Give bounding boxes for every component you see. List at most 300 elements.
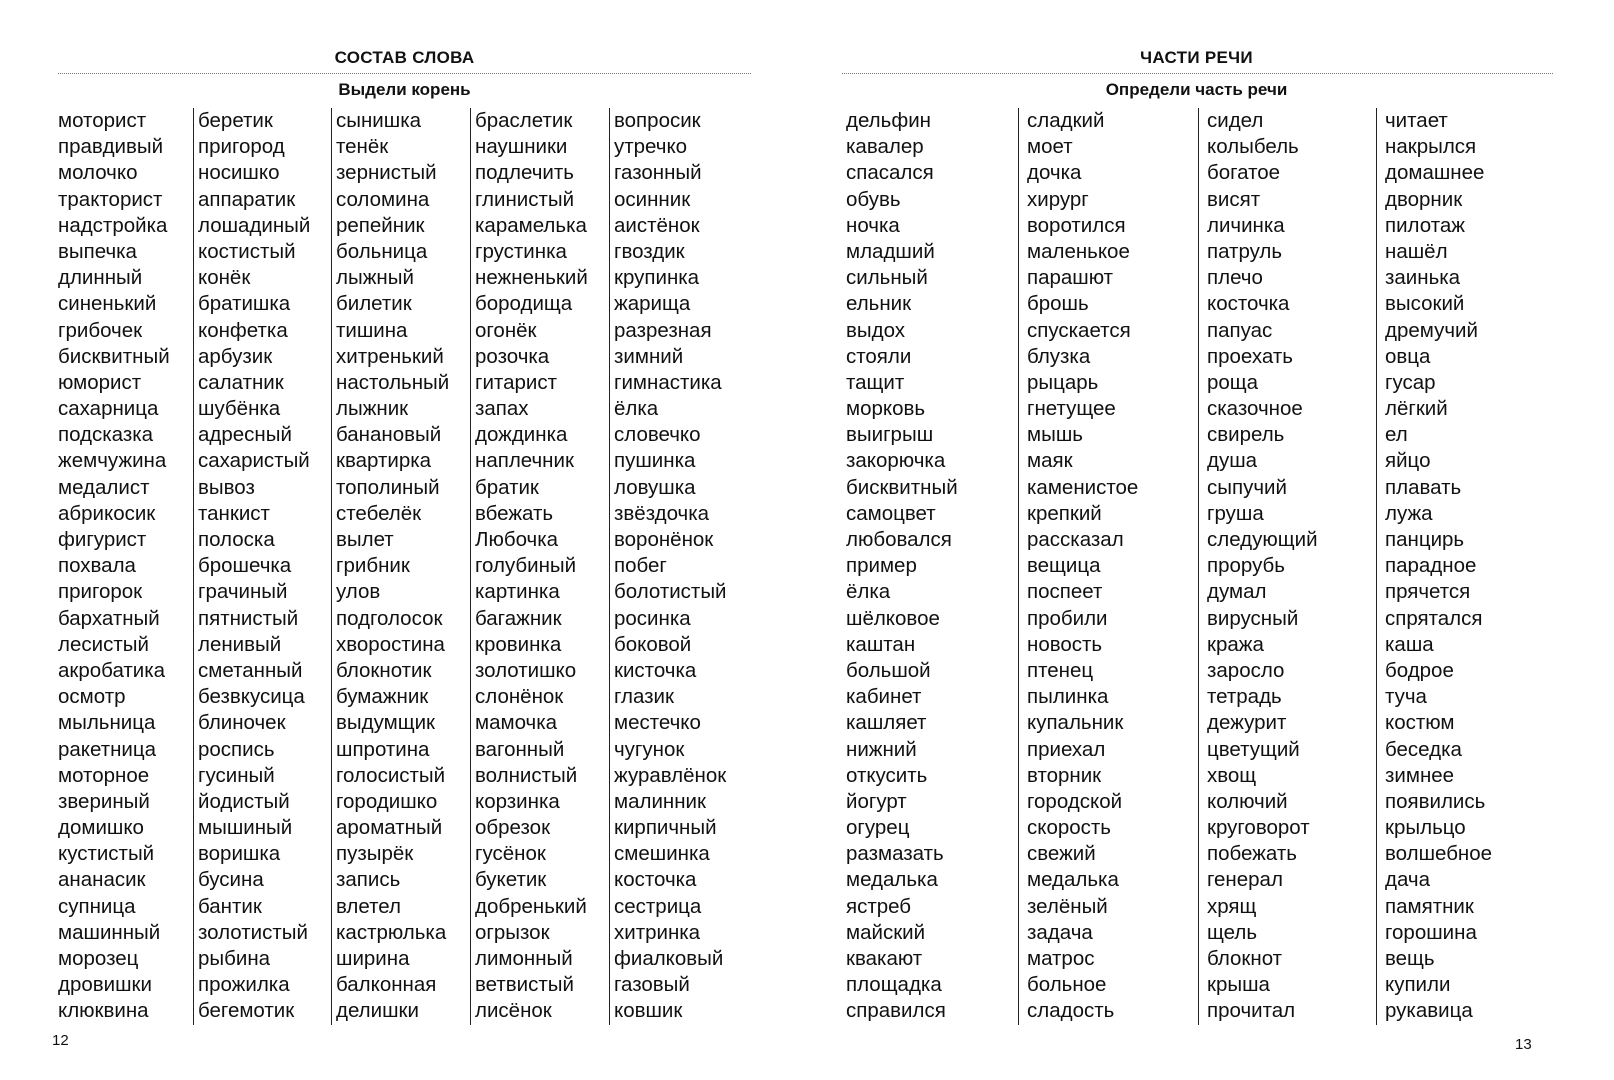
word-item: зимний <box>614 344 684 368</box>
word-item: квакают <box>846 947 923 970</box>
word-item: местечко <box>614 711 701 735</box>
word-item: лёгкий <box>1385 397 1448 421</box>
word-item: добренький <box>475 894 587 918</box>
word-item: блиночек <box>198 711 286 735</box>
word-item: хрящ <box>1207 894 1257 918</box>
word-item: глазик <box>614 685 674 709</box>
word-item: хворостина <box>336 632 445 656</box>
word-item: полоска <box>198 528 275 551</box>
word-item: ракетница <box>58 737 157 761</box>
word-item: крепкий <box>1027 501 1102 525</box>
word-item: арбузик <box>198 344 273 368</box>
word-item: носишко <box>198 161 280 185</box>
word-item: беседка <box>1385 737 1462 761</box>
word-item: наушники <box>475 135 568 159</box>
word-item: задача <box>1027 920 1093 944</box>
page-subtitle: Выдели корень <box>338 80 471 99</box>
word-item: больное <box>1027 973 1107 997</box>
page-number: 12 <box>52 1032 69 1049</box>
word-item: вещица <box>1027 554 1101 578</box>
word-item: фигурист <box>58 528 147 551</box>
word-item: туча <box>1385 685 1427 709</box>
word-item: надстройка <box>58 213 168 237</box>
word-item: голубиный <box>475 554 577 578</box>
word-item: сильный <box>846 266 928 290</box>
word-item: йодистый <box>198 789 290 813</box>
word-item: следующий <box>1207 528 1318 551</box>
right-page <box>810 0 1614 1080</box>
word-item: воронёнок <box>614 528 714 551</box>
word-item: гнетущее <box>1027 397 1116 421</box>
word-item: розочка <box>475 344 550 368</box>
word-item: фиалковый <box>614 947 724 970</box>
word-item: кабинет <box>846 685 922 709</box>
word-item: соломина <box>336 187 430 211</box>
word-item: безвкусица <box>198 685 305 709</box>
page-subtitle: Определи часть речи <box>1105 80 1288 99</box>
word-item: блокнотик <box>336 658 432 682</box>
word-item: вагонный <box>475 737 565 761</box>
word-item: вторник <box>1027 763 1102 787</box>
word-item: цветущий <box>1207 737 1300 761</box>
word-item: майский <box>846 920 926 944</box>
word-item: супница <box>58 894 136 918</box>
word-item: колючий <box>1207 789 1288 813</box>
word-item: братишка <box>198 292 291 316</box>
word-item: бусина <box>198 868 264 892</box>
word-item: клюквина <box>58 999 149 1023</box>
word-item: газонный <box>614 161 702 185</box>
word-item: большой <box>846 658 931 682</box>
word-item: купальник <box>1027 711 1124 735</box>
word-item: дремучий <box>1385 318 1478 342</box>
divider <box>842 73 1553 74</box>
word-item: побег <box>614 554 667 578</box>
word-item: грибник <box>336 554 410 578</box>
word-item: пригорок <box>58 580 143 604</box>
page-title: СОСТАВ СЛОВА <box>334 48 475 67</box>
word-item: юморист <box>58 370 142 394</box>
word-item: аистёнок <box>614 213 700 237</box>
word-item: личинка <box>1207 213 1285 237</box>
left-page <box>0 0 800 1080</box>
word-item: дождинка <box>475 423 568 447</box>
word-item: чугунок <box>614 737 685 761</box>
word-item: вирусный <box>1207 606 1299 630</box>
word-item: домишко <box>58 816 144 840</box>
word-item: брошечка <box>198 554 292 578</box>
word-item: сладость <box>1027 999 1115 1023</box>
word-item: блокнот <box>1207 947 1283 970</box>
word-item: кирпичный <box>614 816 717 840</box>
word-item: бегемотик <box>198 999 295 1023</box>
word-item: заинька <box>1385 266 1461 290</box>
word-item: прожилка <box>198 973 290 997</box>
word-item: дочка <box>1027 161 1082 185</box>
word-item: щель <box>1207 920 1257 944</box>
word-item: пушинка <box>614 449 696 473</box>
word-item: машинный <box>58 920 161 944</box>
word-item: маяк <box>1027 449 1073 473</box>
word-column <box>58 108 190 1025</box>
word-item: волшебное <box>1385 842 1493 866</box>
word-item: спасался <box>846 161 934 185</box>
word-item: зелёный <box>1027 894 1108 918</box>
word-item: накрылся <box>1385 135 1477 159</box>
word-item: лимонный <box>475 947 573 970</box>
word-item: пятнистый <box>198 606 299 630</box>
word-item: младший <box>846 239 935 263</box>
word-item: купили <box>1385 973 1451 997</box>
word-column <box>609 108 746 1025</box>
word-item: ковшик <box>614 999 683 1023</box>
word-item: прорубь <box>1207 554 1285 578</box>
word-item: хвощ <box>1207 763 1257 787</box>
word-item: воротился <box>1027 213 1126 237</box>
word-item: сладкий <box>1027 109 1105 132</box>
word-item: кавалер <box>846 135 924 159</box>
word-item: букетик <box>475 868 547 892</box>
word-item: пример <box>846 554 917 578</box>
word-item: мыльница <box>58 711 156 735</box>
word-item: разрезная <box>614 318 712 342</box>
word-item: каштан <box>846 632 916 656</box>
word-item: вывоз <box>198 475 255 499</box>
word-item: ёлка <box>614 397 659 421</box>
word-item: гусиный <box>198 763 275 787</box>
word-item: папуас <box>1207 318 1273 342</box>
word-item: тенёк <box>336 135 389 159</box>
word-item: медалист <box>58 475 150 499</box>
word-item: ел <box>1385 423 1408 447</box>
word-item: прочитал <box>1207 999 1296 1023</box>
word-item: откусить <box>846 763 928 787</box>
word-item: сметанный <box>198 658 303 682</box>
word-item: выигрыш <box>846 423 934 447</box>
word-item: яйцо <box>1385 449 1431 473</box>
word-item: сказочное <box>1207 397 1303 421</box>
word-item: прячется <box>1385 580 1471 604</box>
word-item: ветвистый <box>475 973 574 997</box>
word-item: танкист <box>198 501 270 525</box>
word-item: блузка <box>1027 344 1091 368</box>
word-item: гитарист <box>475 370 557 394</box>
word-item: сынишка <box>336 109 422 132</box>
word-item: горошина <box>1385 920 1477 944</box>
word-item: болотистый <box>614 580 727 604</box>
word-item: хитренький <box>336 344 444 368</box>
word-item: овца <box>1385 344 1431 368</box>
word-item: рассказал <box>1027 528 1124 551</box>
word-item: осмотр <box>58 685 126 709</box>
word-item: волнистый <box>475 763 578 787</box>
word-item: памятник <box>1385 894 1474 918</box>
word-item: парашют <box>1027 266 1114 290</box>
word-item: гусар <box>1385 370 1436 394</box>
word-item: патруль <box>1207 239 1283 263</box>
word-item: огрызок <box>475 920 550 944</box>
word-item: подголосок <box>336 606 443 630</box>
word-item: ширина <box>336 947 410 970</box>
word-column <box>193 108 330 1025</box>
word-item: Любочка <box>475 528 559 551</box>
word-item: квартирка <box>336 449 432 473</box>
word-item: салатник <box>198 370 284 394</box>
word-item: бантик <box>198 894 262 918</box>
word-item: роща <box>1207 370 1259 394</box>
word-item: пробили <box>1027 606 1108 630</box>
word-item: лужа <box>1385 501 1433 525</box>
word-item: спускается <box>1027 318 1131 342</box>
word-item: закорючка <box>846 449 946 473</box>
word-item: кустистый <box>58 842 155 866</box>
word-item: читает <box>1385 109 1448 132</box>
word-item: гимнастика <box>614 370 722 394</box>
word-item: роспись <box>198 737 275 761</box>
word-item: справился <box>846 999 946 1023</box>
word-item: скорость <box>1027 816 1111 840</box>
word-item: йогурт <box>846 789 907 813</box>
word-item: хирург <box>1027 187 1089 211</box>
word-item: влетел <box>336 894 401 918</box>
word-item: зернистый <box>336 161 437 185</box>
word-item: ночка <box>846 213 900 237</box>
word-item: кисточка <box>614 658 697 682</box>
word-item: обувь <box>846 187 901 211</box>
word-item: сахаристый <box>198 449 310 473</box>
word-item: крыша <box>1207 973 1270 997</box>
word-item: смешинка <box>614 842 710 866</box>
word-item: акробатика <box>58 658 166 682</box>
word-item: морозец <box>58 947 139 970</box>
word-item: медалька <box>846 868 938 892</box>
word-item: грибочек <box>58 318 143 342</box>
word-item: бодрое <box>1385 658 1454 682</box>
word-item: беретик <box>198 109 273 132</box>
word-item: шубёнка <box>198 397 281 421</box>
word-item: мышиный <box>198 816 293 840</box>
word-item: побежать <box>1207 842 1297 866</box>
word-column <box>1198 108 1377 1025</box>
word-item: морковь <box>846 397 926 421</box>
word-item: стебелёк <box>336 501 422 525</box>
word-item: моет <box>1027 135 1073 159</box>
word-item: свежий <box>1027 842 1096 866</box>
word-item: голосистый <box>336 763 446 787</box>
word-item: ёлка <box>846 580 891 604</box>
word-item: дежурит <box>1207 711 1287 735</box>
word-item: костюм <box>1385 711 1455 735</box>
word-item: круговорот <box>1207 816 1310 840</box>
page-title: ЧАСТИ РЕЧИ <box>1140 48 1253 67</box>
word-item: лесистый <box>58 632 149 656</box>
word-item: тракторист <box>58 187 163 211</box>
word-item: похвала <box>58 554 136 578</box>
word-item: больница <box>336 239 428 263</box>
word-item: рыцарь <box>1027 370 1099 394</box>
word-item: вопросик <box>614 109 701 132</box>
word-item: самоцвет <box>846 501 936 525</box>
word-item: запах <box>475 397 529 421</box>
word-item: городской <box>1027 789 1123 813</box>
word-item: звериный <box>58 789 150 813</box>
word-item: косточка <box>1207 292 1290 316</box>
word-column <box>846 108 1016 1025</box>
word-item: парадное <box>1385 554 1477 578</box>
word-item: багажник <box>475 606 562 630</box>
word-item: свирель <box>1207 423 1285 447</box>
word-item: нашёл <box>1385 239 1448 263</box>
word-item: бородища <box>475 292 573 316</box>
word-item: крыльцо <box>1385 816 1466 840</box>
word-item: запись <box>336 868 401 892</box>
word-item: медалька <box>1027 868 1119 892</box>
word-item: гвоздик <box>614 239 685 263</box>
word-item: ленивый <box>198 632 282 656</box>
word-item: шёлковое <box>846 606 940 630</box>
word-item: городишко <box>336 789 438 813</box>
word-item: моторист <box>58 109 147 132</box>
word-item: синенький <box>58 292 157 316</box>
word-item: кашляет <box>846 711 927 735</box>
word-item: осинник <box>614 187 691 211</box>
word-item: домашнее <box>1385 161 1485 185</box>
word-item: воришка <box>198 842 281 866</box>
word-item: выпечка <box>58 239 137 263</box>
word-column <box>1018 108 1197 1025</box>
word-item: рыбина <box>198 947 271 970</box>
word-item: аппаратик <box>198 187 296 211</box>
word-item: думал <box>1207 580 1267 604</box>
page-number: 13 <box>1515 1036 1532 1053</box>
word-item: появились <box>1385 789 1486 813</box>
divider <box>58 73 751 74</box>
word-item: газовый <box>614 973 690 997</box>
word-item: подлечить <box>475 161 574 185</box>
word-item: пылинка <box>1027 685 1109 709</box>
word-item: тишина <box>336 318 408 342</box>
word-item: пилотаж <box>1385 213 1465 237</box>
word-item: вылет <box>336 528 394 551</box>
word-item: дворник <box>1385 187 1463 211</box>
word-item: обрезок <box>475 816 551 840</box>
word-item: бисквитный <box>58 344 170 368</box>
word-item: сахарница <box>58 397 159 421</box>
word-item: душа <box>1207 449 1258 473</box>
word-item: стояли <box>846 344 912 368</box>
word-item: гусёнок <box>475 842 546 866</box>
word-column <box>470 108 607 1025</box>
word-item: кража <box>1207 632 1264 656</box>
word-item: колыбель <box>1207 135 1299 159</box>
word-column <box>1376 108 1555 1025</box>
word-item: делишки <box>336 999 419 1023</box>
word-item: корзинка <box>475 789 560 813</box>
word-item: богатое <box>1207 161 1281 185</box>
word-item: репейник <box>336 213 425 237</box>
word-item: росинка <box>614 606 691 630</box>
word-item: любовался <box>846 528 952 551</box>
word-item: улов <box>336 580 381 604</box>
word-item: спрятался <box>1385 606 1483 630</box>
word-item: костистый <box>198 239 296 263</box>
word-item: бисквитный <box>846 475 958 499</box>
word-item: мышь <box>1027 423 1083 447</box>
word-item: бумажник <box>336 685 429 709</box>
word-item: моторное <box>58 763 150 787</box>
word-item: плечо <box>1207 266 1263 290</box>
word-item: выдох <box>846 318 906 342</box>
word-item: огонёк <box>475 318 537 342</box>
word-item: заросло <box>1207 658 1285 682</box>
word-item: пузырёк <box>336 842 414 866</box>
word-item: сыпучий <box>1207 475 1287 499</box>
word-item: груша <box>1207 501 1264 525</box>
word-item: матрос <box>1027 947 1095 970</box>
word-item: конёк <box>198 266 251 290</box>
word-item: лошадиный <box>198 213 311 237</box>
word-item: грачиный <box>198 580 288 604</box>
word-item: настольный <box>336 370 450 394</box>
word-item: ароматный <box>336 816 443 840</box>
word-item: звёздочка <box>614 501 710 525</box>
word-item: билетик <box>336 292 412 316</box>
word-item: карамелька <box>475 213 587 237</box>
word-item: шпротина <box>336 737 430 761</box>
word-column <box>331 108 468 1025</box>
word-item: огурец <box>846 816 910 840</box>
word-item: высокий <box>1385 292 1465 316</box>
word-item: тополиный <box>336 475 440 499</box>
word-item: журавлёнок <box>614 763 727 787</box>
word-item: подсказка <box>58 423 154 447</box>
word-item: ананасик <box>58 868 146 892</box>
word-item: лисёнок <box>475 999 552 1023</box>
word-item: крупинка <box>614 266 700 290</box>
word-item: молочко <box>58 161 138 185</box>
word-item: нежненький <box>475 266 588 290</box>
word-item: брошь <box>1027 292 1089 316</box>
word-item: ястреб <box>846 894 912 918</box>
word-item: тетрадь <box>1207 685 1282 709</box>
word-item: банановый <box>336 423 442 447</box>
word-item: вбежать <box>475 501 554 525</box>
word-item: лыжник <box>336 397 409 421</box>
word-item: висят <box>1207 187 1261 211</box>
word-item: вещь <box>1385 947 1435 970</box>
word-item: плавать <box>1385 475 1462 499</box>
word-item: братик <box>475 475 539 499</box>
word-item: поспеет <box>1027 580 1103 604</box>
word-item: глинистый <box>475 187 575 211</box>
word-item: ловушка <box>614 475 696 499</box>
word-item: малинник <box>614 789 706 813</box>
word-item: жемчужина <box>58 449 167 473</box>
word-item: каша <box>1385 632 1434 656</box>
word-item: наплечник <box>475 449 574 473</box>
word-item: боковой <box>614 632 692 656</box>
word-item: зимнее <box>1385 763 1455 787</box>
word-item: тащит <box>846 370 905 394</box>
word-item: адресный <box>198 423 292 447</box>
word-item: сестрица <box>614 894 702 918</box>
word-item: словечко <box>614 423 701 447</box>
word-item: утречко <box>614 135 688 159</box>
word-item: дровишки <box>58 973 152 997</box>
word-item: картинка <box>475 580 560 604</box>
word-item: дельфин <box>846 109 931 132</box>
word-item: косточка <box>614 868 697 892</box>
